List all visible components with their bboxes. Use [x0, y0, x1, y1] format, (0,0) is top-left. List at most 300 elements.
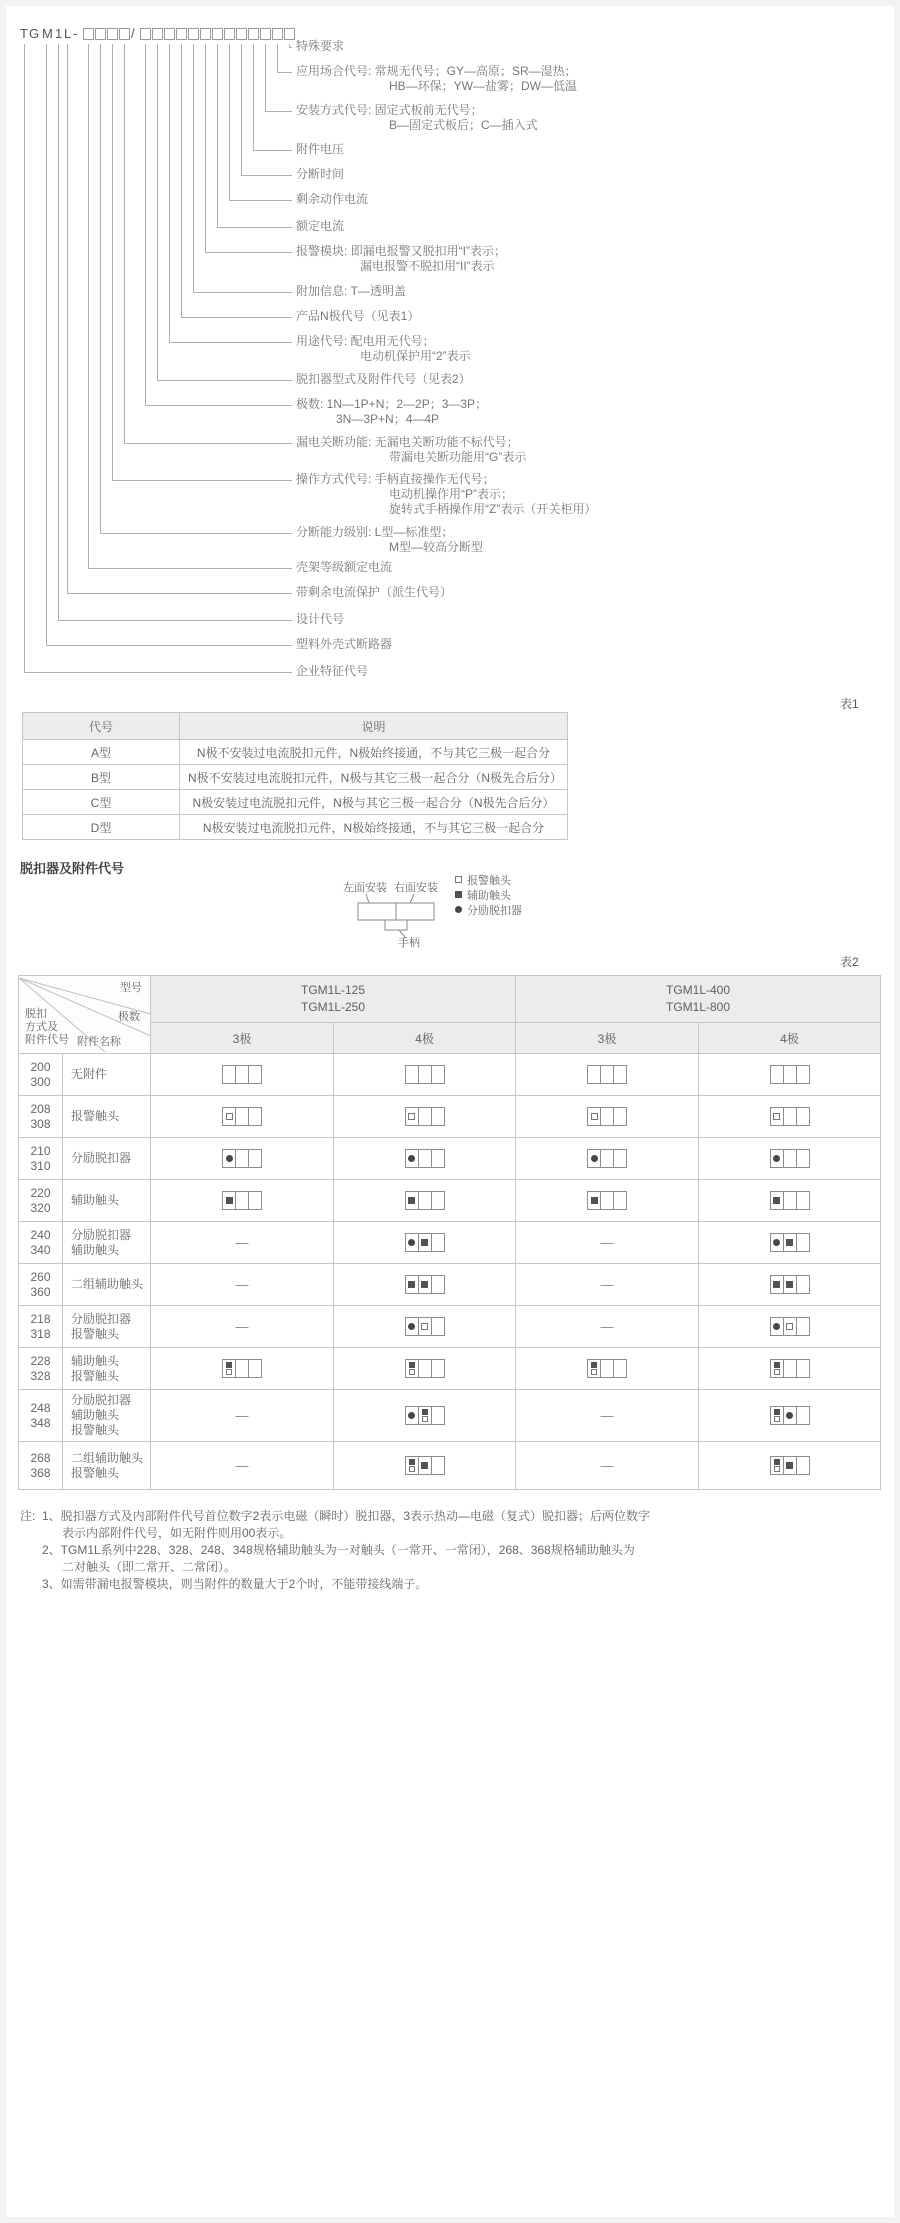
alarm-symbol-icon — [786, 1323, 793, 1330]
callout-connector-line — [145, 405, 292, 406]
callout-connector-line — [241, 175, 292, 176]
connector-compartment — [432, 1108, 444, 1125]
accessory-cell — [699, 1306, 881, 1348]
code-placeholder-box — [140, 28, 151, 40]
aux-symbol-icon — [408, 1197, 415, 1204]
connector-compartment — [249, 1192, 261, 1209]
accessory-connector-box — [587, 1065, 627, 1084]
connector-compartment — [419, 1150, 432, 1167]
code-char: M — [42, 26, 53, 41]
callout-connector-line — [277, 72, 292, 73]
accessory-name: 分励脱扣器 — [63, 1138, 151, 1180]
note-text: 1、脱扣器方式及内部附件代号首位数字2表示电磁（瞬时）脱扣器，3表示热动—电磁（复式）脱扣器；后两位数字 — [42, 1509, 651, 1523]
shunt-symbol-icon — [408, 1323, 415, 1330]
not-available-dash: — — [516, 1222, 699, 1264]
connector-compartment — [223, 1192, 236, 1209]
connector-compartment — [406, 1360, 419, 1377]
connector-compartment — [601, 1360, 614, 1377]
accessory-cell — [516, 1138, 699, 1180]
callout-label: 设计代号 — [296, 612, 345, 626]
callout-connector-line — [229, 200, 292, 201]
table2 — [18, 975, 880, 1490]
callout-label: 用途代号: 配电用无代号； 电动机保护用“2”表示 — [296, 334, 471, 363]
code-char: T — [20, 26, 28, 41]
legend-item — [455, 872, 522, 887]
connector-compartment — [249, 1360, 261, 1377]
table1 — [22, 712, 568, 840]
callout-connector-line — [277, 44, 278, 72]
accessory-cell — [334, 1390, 516, 1442]
callout-connector-line — [217, 44, 218, 227]
aux-symbol-icon — [422, 1409, 428, 1415]
accessory-code: 218 318 — [19, 1306, 63, 1348]
note-line: 二对触头（即二常开、二常闭）。 — [62, 1560, 237, 1574]
accessory-connector-box — [405, 1359, 445, 1378]
aux-symbol-icon — [409, 1362, 415, 1368]
table-row — [19, 1180, 881, 1222]
connector-compartment — [588, 1108, 601, 1125]
accessory-connector-box — [770, 1317, 810, 1336]
connector-compartment — [784, 1457, 797, 1474]
callout-connector-line — [253, 44, 254, 150]
connector-compartment — [419, 1192, 432, 1209]
accessory-connector-box — [405, 1107, 445, 1126]
connector-compartment — [601, 1150, 614, 1167]
callout-connector-line — [181, 44, 182, 317]
code-placeholder-box — [188, 28, 199, 40]
connector-compartment — [236, 1150, 249, 1167]
accessory-cell — [516, 1180, 699, 1222]
connector-compartment — [249, 1150, 261, 1167]
accessory-cell — [151, 1096, 334, 1138]
code-placeholder-box — [200, 28, 211, 40]
callout-connector-line — [265, 111, 292, 112]
connector-compartment — [771, 1108, 784, 1125]
connector-compartment — [797, 1150, 809, 1167]
not-available-dash: — — [516, 1442, 699, 1490]
callout-connector-line — [241, 44, 242, 175]
connector-compartment — [771, 1192, 784, 1209]
accessory-code: 210 310 — [19, 1138, 63, 1180]
callout-connector-line — [157, 380, 292, 381]
connector-compartment — [771, 1407, 784, 1424]
shunt-symbol-icon — [408, 1412, 415, 1419]
accessory-cell — [699, 1390, 881, 1442]
callout-label: 漏电关断功能: 无漏电关断功能不标代号； 带漏电关断功能用“G”表示 — [296, 435, 527, 464]
accessory-connector-box — [405, 1456, 445, 1475]
connector-compartment — [406, 1457, 419, 1474]
table-row — [19, 1390, 881, 1442]
callout-connector-line — [193, 44, 194, 292]
accessory-cell — [516, 1348, 699, 1390]
accessory-cell — [334, 1138, 516, 1180]
accessory-connector-box — [405, 1149, 445, 1168]
callout-label: 特殊要求 — [296, 39, 345, 53]
accessory-code: 208 308 — [19, 1096, 63, 1138]
table-row — [19, 1442, 881, 1490]
shunt-symbol-icon — [773, 1323, 780, 1330]
code-char: 1 — [55, 26, 63, 41]
table-row — [23, 765, 568, 790]
connector-compartment — [797, 1234, 809, 1251]
table-row — [19, 1096, 881, 1138]
callout-connector-line — [46, 44, 47, 645]
code-placeholder-box — [107, 28, 118, 40]
code-placeholder-box — [272, 28, 283, 40]
connector-compartment — [784, 1360, 797, 1377]
code-placeholder-box — [236, 28, 247, 40]
connector-compartment — [223, 1360, 236, 1377]
not-available-dash: — — [151, 1390, 334, 1442]
connector-compartment — [797, 1066, 809, 1083]
callout-label: 塑料外壳式断路器 — [296, 637, 393, 651]
corner-model-label: 型号 — [120, 981, 142, 994]
note-line: 表示内部附件代号，如无附件则用00表示。 — [62, 1526, 292, 1540]
connector-compartment — [797, 1407, 809, 1424]
aux-symbol-icon — [226, 1362, 232, 1368]
callout-connector-line — [205, 44, 206, 252]
connector-compartment — [588, 1360, 601, 1377]
pole-type-description: N极安装过电流脱扣元件，N极与其它三极一起合分（N极先合后分） — [180, 790, 568, 815]
connector-compartment — [236, 1192, 249, 1209]
code-char: / — [131, 26, 135, 41]
connector-compartment — [406, 1318, 419, 1335]
connector-compartment — [223, 1066, 236, 1083]
connector-compartment — [614, 1066, 626, 1083]
accessory-connector-box — [405, 1233, 445, 1252]
connector-compartment — [614, 1192, 626, 1209]
accessory-connector-box — [405, 1317, 445, 1336]
pole-type-description: N极不安装过电流脱扣元件，N极始终接通，不与其它三极一起合分 — [180, 740, 568, 765]
connector-compartment — [432, 1192, 444, 1209]
code-placeholder-box — [284, 28, 295, 40]
code-placeholder-box — [248, 28, 259, 40]
connector-compartment — [784, 1192, 797, 1209]
alarm-symbol-icon — [409, 1466, 415, 1472]
connector-compartment — [223, 1150, 236, 1167]
connector-compartment — [406, 1192, 419, 1209]
not-available-dash: — — [516, 1306, 699, 1348]
callout-label: 应用场合代号: 常规无代号；GY—高原；SR—湿热； HB—环保；YW—盐雾；DW—低温 — [296, 64, 577, 93]
callout-label: 附件电压 — [296, 142, 345, 156]
poles-header: 3极 — [516, 1023, 699, 1054]
connector-compartment — [784, 1318, 797, 1335]
alarm-symbol-icon — [591, 1113, 598, 1120]
section-title-trip-accessory: 脱扣器及附件代号 — [20, 861, 125, 876]
aux-symbol-icon — [409, 1459, 415, 1465]
callout-connector-line — [88, 44, 89, 568]
aux-symbol-icon — [774, 1409, 780, 1415]
note-line: 3、如需带漏电报警模块，则当附件的数量大于2个时，不能带接线端子。 — [42, 1577, 428, 1591]
accessory-cell — [699, 1222, 881, 1264]
connector-compartment — [614, 1108, 626, 1125]
connector-compartment — [797, 1360, 809, 1377]
shunt-symbol-icon — [786, 1412, 793, 1419]
callout-label: 带剩余电流保护（派生代号） — [296, 585, 453, 599]
connector-compartment — [601, 1192, 614, 1209]
connector-compartment — [784, 1066, 797, 1083]
callout-connector-line — [157, 44, 158, 380]
callout-connector-line — [88, 568, 292, 569]
connector-compartment — [771, 1234, 784, 1251]
connector-compartment — [406, 1108, 419, 1125]
shunt-symbol-icon — [773, 1155, 780, 1162]
connector-compartment — [797, 1276, 809, 1293]
connector-compartment — [236, 1108, 249, 1125]
accessory-cell — [516, 1054, 699, 1096]
callout-connector-line — [67, 44, 68, 593]
code-char: L — [64, 26, 72, 41]
legend-item — [455, 902, 522, 917]
accessory-cell — [699, 1138, 881, 1180]
accessory-connector-box — [587, 1359, 627, 1378]
not-available-dash: — — [151, 1264, 334, 1306]
shunt-symbol-icon — [408, 1155, 415, 1162]
connector-compartment — [406, 1407, 419, 1424]
connector-compartment — [223, 1108, 236, 1125]
pole-type-code: A型 — [23, 740, 180, 765]
code-placeholder-box — [224, 28, 235, 40]
accessory-connector-box — [405, 1191, 445, 1210]
accessory-connector-box — [222, 1149, 262, 1168]
accessory-connector-box — [222, 1107, 262, 1126]
table-row — [19, 1222, 881, 1264]
handle-label: 手柄 — [398, 937, 420, 949]
callout-connector-line — [205, 252, 292, 253]
alarm-symbol-icon — [591, 1369, 597, 1375]
callout-connector-line — [58, 620, 292, 621]
callout-connector-line — [100, 44, 101, 533]
not-available-dash: — — [516, 1390, 699, 1442]
connector-compartment — [784, 1407, 797, 1424]
callout-connector-line — [145, 44, 146, 405]
aux-symbol-icon — [773, 1281, 780, 1288]
poles-header: 4极 — [699, 1023, 881, 1054]
accessory-cell — [334, 1348, 516, 1390]
table-row — [23, 740, 568, 765]
right-mount-label: 右面安装 — [394, 882, 438, 894]
accessory-connector-box — [770, 1107, 810, 1126]
accessory-cell — [699, 1264, 881, 1306]
callout-label: 安装方式代号: 固定式板前无代号； B—固定式板后；C—插入式 — [296, 103, 538, 132]
not-available-dash: — — [151, 1442, 334, 1490]
table1-header: 说明 — [180, 713, 568, 740]
code-placeholder-box — [83, 28, 94, 40]
connector-compartment — [614, 1150, 626, 1167]
callout-connector-line — [67, 593, 292, 594]
corner-accessory-name-label: 附件名称 — [77, 1035, 121, 1048]
legend-label: 报警触头 — [467, 874, 511, 887]
accessory-code: 220 320 — [19, 1180, 63, 1222]
connector-compartment — [249, 1066, 261, 1083]
note-line: 2、TGM1L系列中228、328、248、348规格辅助触头为一对触头（一常开、一常闭），268、368规格辅助触头为 — [42, 1543, 635, 1557]
aux-symbol-icon — [591, 1362, 597, 1368]
code-char: - — [73, 26, 78, 41]
connector-compartment — [771, 1066, 784, 1083]
accessory-name: 无附件 — [63, 1054, 151, 1096]
accessory-cell — [699, 1442, 881, 1490]
code-placeholder-box — [212, 28, 223, 40]
callout-label: 报警模块: 即漏电报警又脱扣用“I”表示； 漏电报警不脱扣用“II”表示 — [296, 244, 506, 273]
connector-compartment — [784, 1276, 797, 1293]
accessory-connector-box — [770, 1191, 810, 1210]
connector-compartment — [432, 1318, 444, 1335]
connector-compartment — [784, 1150, 797, 1167]
shunt-symbol-icon — [773, 1239, 780, 1246]
connector-compartment — [601, 1066, 614, 1083]
connector-compartment — [419, 1276, 432, 1293]
accessory-cell — [334, 1222, 516, 1264]
alarm-symbol-icon — [421, 1323, 428, 1330]
pole-type-code: D型 — [23, 815, 180, 840]
callout-label: 产品N极代号（见表1） — [296, 309, 420, 323]
callout-connector-line — [24, 672, 292, 673]
callout-connector-line — [46, 645, 292, 646]
callout-label: 企业特征代号 — [296, 664, 369, 678]
aux-symbol-icon — [786, 1239, 793, 1246]
accessory-cell — [699, 1054, 881, 1096]
accessory-connector-box — [587, 1191, 627, 1210]
code-placeholder-box — [152, 28, 163, 40]
accessory-connector-box — [405, 1406, 445, 1425]
code-placeholder-box — [176, 28, 187, 40]
connector-compartment — [432, 1150, 444, 1167]
callout-connector-line — [181, 317, 292, 318]
accessory-connector-box — [222, 1191, 262, 1210]
connector-compartment — [419, 1108, 432, 1125]
code-placeholder-box — [260, 28, 271, 40]
aux-symbol-icon — [773, 1197, 780, 1204]
connector-compartment — [614, 1360, 626, 1377]
connector-compartment — [406, 1276, 419, 1293]
connector-compartment — [432, 1407, 444, 1424]
alarm-symbol-icon — [408, 1113, 415, 1120]
accessory-code: 248 348 — [19, 1390, 63, 1442]
callout-connector-line — [265, 44, 266, 111]
aux-symbol-icon — [591, 1197, 598, 1204]
accessory-code: 240 340 — [19, 1222, 63, 1264]
callout-connector-line — [112, 44, 113, 480]
callout-label: 脱扣器型式及附件代号（见表2） — [296, 372, 471, 386]
callout-label: 分断能力级别: L型—标准型； M型—较高分断型 — [296, 525, 483, 554]
callout-connector-line — [289, 47, 292, 48]
connector-compartment — [236, 1360, 249, 1377]
table2-tag: 表2 — [840, 955, 859, 969]
table-row — [19, 1306, 881, 1348]
not-available-dash: — — [151, 1222, 334, 1264]
connector-compartment — [432, 1276, 444, 1293]
accessory-cell — [334, 1442, 516, 1490]
accessory-connector-box — [405, 1275, 445, 1294]
connector-compartment — [771, 1318, 784, 1335]
connector-compartment — [236, 1066, 249, 1083]
alarm-symbol-icon — [774, 1466, 780, 1472]
alarm-symbol-icon — [774, 1369, 780, 1375]
connector-compartment — [784, 1108, 797, 1125]
accessory-name: 辅助触头 报警触头 — [63, 1348, 151, 1390]
not-available-dash: — — [151, 1306, 334, 1348]
callout-connector-line — [58, 44, 59, 620]
callout-label: 剩余动作电流 — [296, 192, 369, 206]
accessory-cell — [334, 1306, 516, 1348]
callout-connector-line — [169, 342, 292, 343]
accessory-name: 分励脱扣器 报警触头 — [63, 1306, 151, 1348]
accessory-connector-box — [770, 1456, 810, 1475]
connector-compartment — [249, 1108, 261, 1125]
shunt-symbol-icon — [455, 906, 462, 913]
code-char: G — [29, 26, 40, 41]
connector-compartment — [771, 1457, 784, 1474]
not-available-dash: — — [516, 1264, 699, 1306]
code-placeholder-box — [95, 28, 106, 40]
callout-label: 分断时间 — [296, 167, 345, 181]
callout-label: 额定电流 — [296, 219, 345, 233]
alarm-symbol-icon — [774, 1416, 780, 1422]
connector-compartment — [797, 1457, 809, 1474]
callout-connector-line — [217, 227, 292, 228]
accessory-connector-box — [222, 1065, 262, 1084]
accessory-cell — [516, 1096, 699, 1138]
table1-header: 代号 — [23, 713, 180, 740]
accessory-connector-box — [770, 1233, 810, 1252]
alarm-symbol-icon — [226, 1369, 232, 1375]
code-placeholder-box — [164, 28, 175, 40]
legend-label: 辅助触头 — [467, 889, 511, 902]
accessory-connector-box — [770, 1359, 810, 1378]
pole-type-code: B型 — [23, 765, 180, 790]
callout-connector-line — [253, 150, 292, 151]
left-mount-label: 左面安装 — [343, 882, 387, 894]
accessory-connector-box — [770, 1275, 810, 1294]
aux-symbol-icon — [421, 1281, 428, 1288]
connector-compartment — [601, 1108, 614, 1125]
accessory-cell — [334, 1264, 516, 1306]
accessory-cell — [151, 1180, 334, 1222]
callout-connector-line — [124, 443, 292, 444]
table1-tag: 表1 — [840, 697, 859, 711]
aux-symbol-icon — [226, 1197, 233, 1204]
pole-type-description: N极不安装过电流脱扣元件，N极与其它三极一起合分（N极先合后分） — [180, 765, 568, 790]
accessory-cell — [699, 1348, 881, 1390]
poles-header: 3极 — [151, 1023, 334, 1054]
shunt-symbol-icon — [408, 1239, 415, 1246]
notes-block — [20, 1508, 880, 1593]
callout-connector-line — [124, 44, 125, 443]
connector-compartment — [419, 1457, 432, 1474]
callout-label: 壳架等级额定电流 — [296, 560, 393, 574]
callout-label: 极数: 1N—1P+N；2—2P；3—3P； 3N—3P+N；4—4P — [296, 397, 488, 426]
accessory-connector-box — [770, 1149, 810, 1168]
accessory-cell — [334, 1180, 516, 1222]
accessory-name: 分励脱扣器 辅助触头 报警触头 — [63, 1390, 151, 1442]
alarm-symbol-icon — [455, 876, 462, 883]
callout-connector-line — [100, 533, 292, 534]
aux-symbol-icon — [786, 1462, 793, 1469]
accessory-name: 报警触头 — [63, 1096, 151, 1138]
shunt-symbol-icon — [591, 1155, 598, 1162]
accessory-connector-box — [770, 1065, 810, 1084]
accessory-cell — [151, 1054, 334, 1096]
connector-compartment — [588, 1150, 601, 1167]
pole-type-description: N极安装过电流脱扣元件，N极始终接通，不与其它三极一起合分 — [180, 815, 568, 840]
accessory-connector-box — [405, 1065, 445, 1084]
notes-prefix: 注: — [20, 1509, 36, 1523]
note-line — [20, 1508, 880, 1525]
accessory-connector-box — [587, 1149, 627, 1168]
connector-compartment — [797, 1318, 809, 1335]
aux-symbol-icon — [455, 891, 462, 898]
connector-compartment — [406, 1150, 419, 1167]
